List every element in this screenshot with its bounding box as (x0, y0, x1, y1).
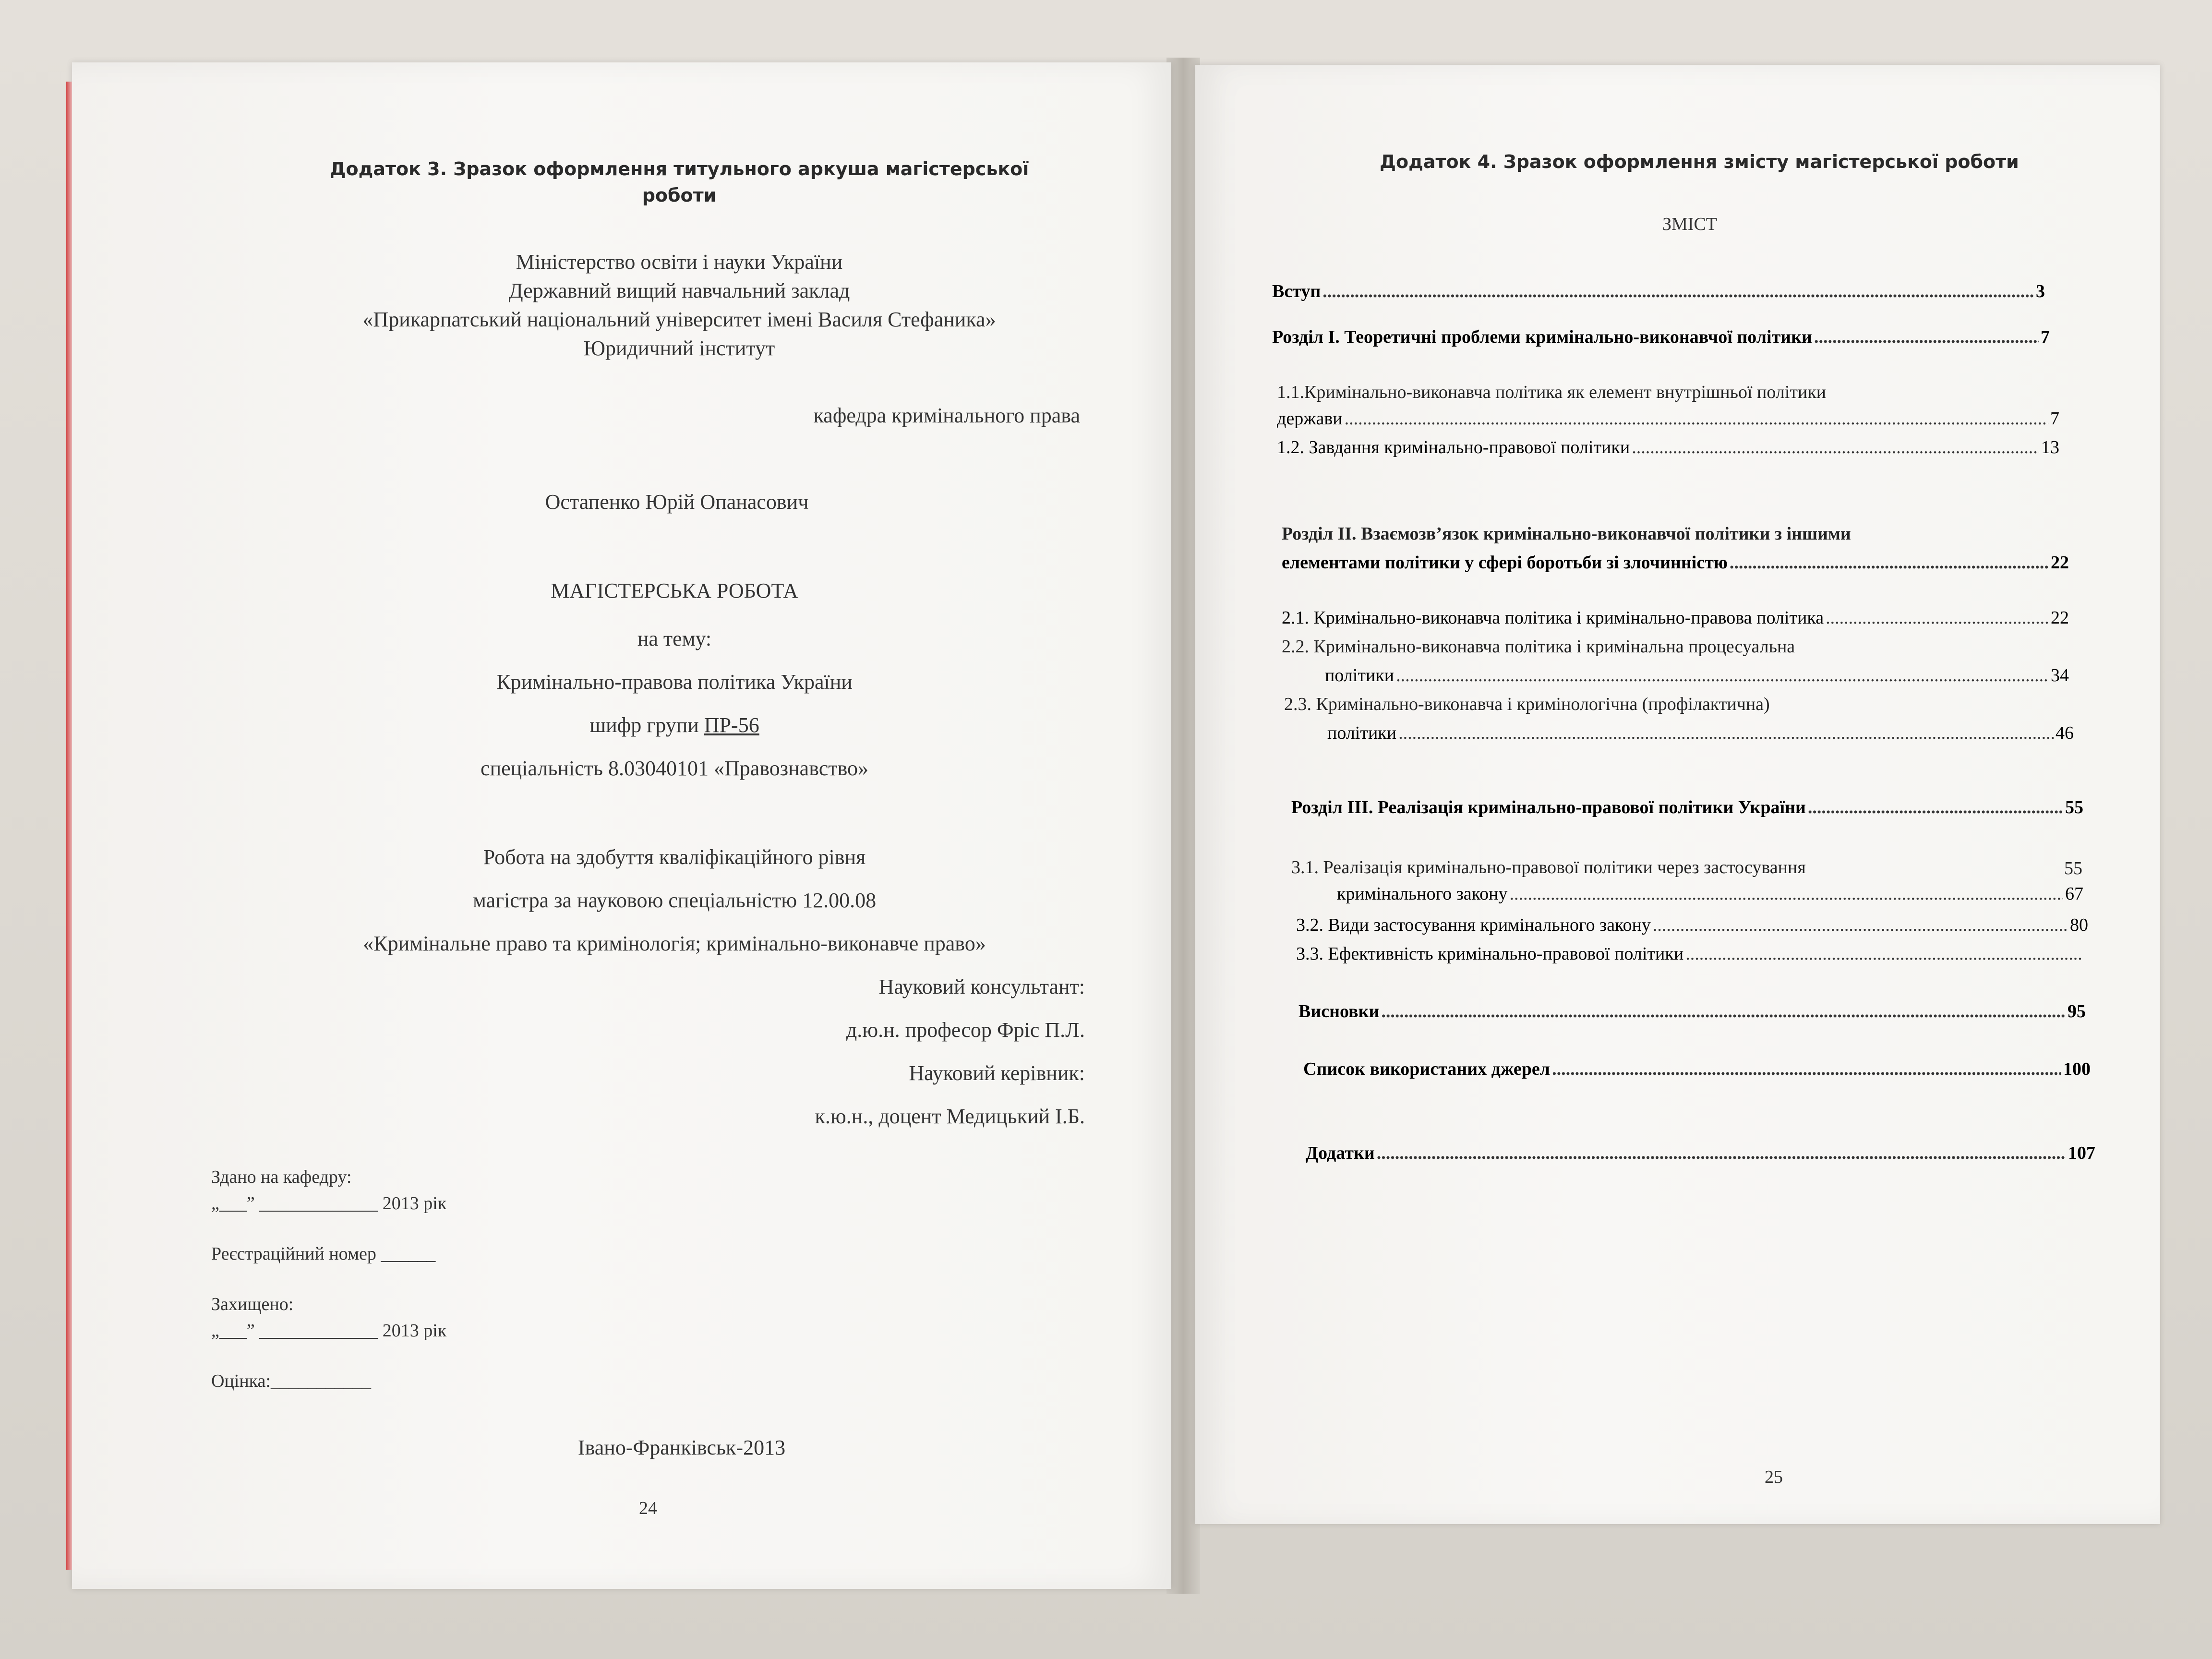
toc-entry (1282, 552, 2069, 573)
toc-entry-title: Додатки (1306, 1143, 1375, 1163)
toc-entry (1296, 943, 2083, 964)
toc-entry (1272, 281, 2045, 302)
toc-entry-line: 3.1. Реалізація кримінально-правової політики через застосування (1291, 857, 1806, 878)
toc-entry-line: Розділ II. Взаємозв’язок кримінально-виконавчої політики з іншими (1282, 524, 1851, 544)
toc-entry-title: 1.2. Завдання кримінально-правової політики (1277, 437, 1630, 457)
work-type: МАГІСТЕРСЬКА РОБОТА (551, 579, 798, 602)
degree-line3: «Кримінальне право та кримінологія; кримінально-виконавче право» (363, 932, 986, 955)
toc-entry-page: 13 (2041, 437, 2059, 457)
toc-entry-title: політики (1325, 665, 1395, 685)
toc-entry-line: 2.2. Кримінально-виконавча політика і кримінальна процесуальна (1282, 637, 1795, 657)
toc-entry-line: 1.1.Кримінально-виконавча політика як елемент внутрішньої політики (1277, 382, 1827, 402)
toc-entry-title: 2.1. Кримінально-виконавча політика і кримінально-правова політика (1282, 608, 1824, 628)
consultant-label: Науковий консультант: (878, 975, 1085, 998)
submitted-date: „___” _____________ 2013 рік (211, 1193, 447, 1214)
toc-entry-page: 67 (2065, 884, 2083, 904)
toc-entry (1296, 914, 2088, 936)
toc-entry (1325, 665, 2069, 686)
toc-leader-dots (1814, 326, 2039, 348)
toc-entry (1327, 722, 2074, 744)
toc-entry-title: 3.2. Види застосування кримінального закону (1296, 915, 1651, 935)
toc-entry (1306, 1142, 2095, 1164)
appendix-3-header-line1: Додаток 3. Зразок оформлення титульного аркуша магістерської (329, 158, 1029, 180)
institute-line: Юридичний інститут (583, 337, 775, 360)
degree-line2: магістра за науковою спеціальністю 12.00.08 (472, 889, 877, 912)
toc-entry (1291, 797, 2083, 818)
topic-line: Кримінально-правова політика України (496, 670, 853, 694)
toc-leader-dots (1552, 1058, 2061, 1080)
toc-leader-dots (1653, 914, 2068, 936)
defended-date: „___” _____________ 2013 рік (211, 1321, 447, 1341)
toc-entry-page: 22 (2051, 553, 2069, 573)
toc-title: ЗМІСТ (1662, 214, 1718, 234)
toc-entry-title: Вступ (1272, 281, 1321, 301)
toc-entry-title: кримінального закону (1337, 884, 1508, 904)
degree-line1: Робота на здобуття кваліфікаційного рівня (483, 845, 866, 869)
toc-entry (1272, 326, 2050, 348)
registration-number: Реєстраційний номер ______ (211, 1244, 436, 1264)
institution-line: Державний вищий навчальний заклад (508, 279, 850, 302)
toc-leader-dots (1730, 552, 2049, 573)
toc-entry (1277, 408, 2059, 429)
toc-entry-line: 2.3. Кримінально-виконавча і кримінологічна (профілактична) (1284, 694, 1770, 714)
toc-entry-page: 3 (2036, 281, 2045, 301)
toc-entry-title: Розділ I. Теоретичні проблеми кримінально-виконавчої політики (1272, 327, 1812, 347)
toc-entry (1298, 1001, 2086, 1022)
toc-entry (1282, 607, 2069, 628)
university-line: «Прикарпатський національний університет імені Василя Стефаника» (362, 308, 996, 331)
city-year: Івано-Франківськ-2013 (577, 1436, 786, 1459)
supervisor-name: к.ю.н., доцент Медицький І.Б. (815, 1105, 1085, 1128)
toc-entry-title: політики (1327, 723, 1397, 743)
on-topic-label: на тему: (637, 627, 712, 650)
toc-entry-page: 34 (2051, 665, 2069, 685)
toc-leader-dots (1345, 408, 2048, 429)
defended-label: Захищено: (211, 1294, 294, 1314)
toc-leader-dots (1381, 1001, 2066, 1022)
submitted-label: Здано на кафедру: (211, 1167, 352, 1187)
group-label: шифр групи (589, 713, 699, 737)
toc-entry-page: 22 (2051, 608, 2069, 628)
group-line (589, 713, 759, 737)
toc-entry (1303, 1058, 2091, 1080)
toc-entry-title: 3.3. Ефективність кримінально-правової політики (1296, 944, 1684, 964)
toc-leader-dots (1632, 437, 2039, 458)
department-line: кафедра кримінального права (813, 404, 1080, 427)
toc-entry-page: 7 (2050, 409, 2059, 429)
group-code: ПР-56 (704, 713, 759, 737)
toc-entry-title: Висновки (1298, 1001, 1380, 1022)
toc-entry-page: 100 (2063, 1059, 2091, 1079)
toc-entry (1277, 437, 2059, 458)
toc-leader-dots (1509, 883, 2063, 904)
toc-entry-page: 55 (2064, 858, 2082, 878)
left-page (72, 62, 1171, 1589)
toc-entry-page: 7 (2041, 327, 2050, 347)
toc-entry-page: 80 (2070, 915, 2088, 935)
toc-entry-page: 107 (2068, 1143, 2095, 1163)
toc-entry-title: держави (1277, 409, 1343, 429)
toc-entry-page: 46 (2056, 723, 2074, 743)
toc-entry-title: Розділ III. Реалізація кримінально-правової політики України (1291, 797, 1806, 817)
right-page (1195, 65, 2160, 1524)
toc-leader-dots (1322, 281, 2034, 302)
author-name: Остапенко Юрій Опанасович (545, 490, 809, 514)
toc-leader-dots (1398, 722, 2054, 744)
toc-leader-dots (1377, 1142, 2066, 1164)
toc-entry-title: Список використаних джерел (1303, 1059, 1551, 1079)
supervisor-label: Науковий керівник: (909, 1061, 1085, 1085)
toc-leader-dots (1685, 943, 2081, 964)
appendix-3-header-line2: роботи (642, 185, 717, 206)
consultant-name: д.ю.н. професор Фріс П.Л. (846, 1018, 1085, 1042)
toc-leader-dots (1396, 665, 2049, 686)
appendix-4-header: Додаток 4. Зразок оформлення змісту магістерської роботи (1380, 151, 2019, 172)
toc-leader-dots (1826, 607, 2049, 628)
specialty-line: спеціальність 8.03040101 «Правознавство» (481, 757, 868, 780)
grade-line: Оцінка:___________ (211, 1371, 371, 1391)
toc-leader-dots (1808, 797, 2063, 818)
toc-entry-page: 95 (2068, 1001, 2086, 1022)
page-number-left: 24 (639, 1498, 657, 1518)
toc-entry (1337, 883, 2083, 904)
ministry-line: Міністерство освіти і науки України (516, 250, 843, 274)
page-number-right: 25 (1765, 1467, 1783, 1487)
toc-entry-page: 55 (2065, 797, 2083, 817)
toc-entry-title: елементами політики у сфері боротьби зі злочинністю (1282, 553, 1728, 573)
